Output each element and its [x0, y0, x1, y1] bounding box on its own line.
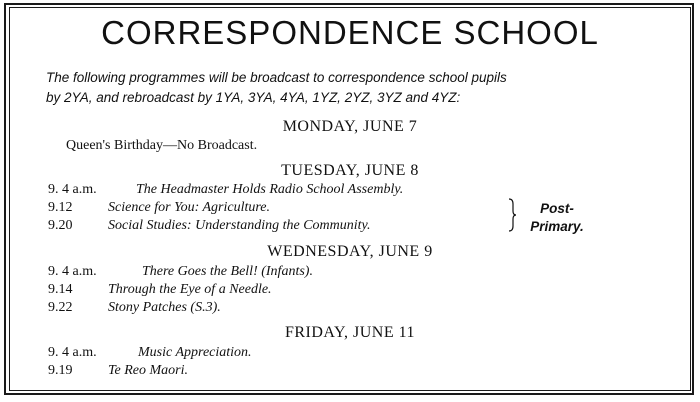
post-primary-line-1: Post- — [540, 201, 574, 216]
day-heading-tuesday: TUESDAY, JUNE 8 — [281, 162, 419, 179]
day-heading-wednesday: WEDNESDAY, JUNE 9 — [267, 243, 433, 260]
programme-time: 9.14 — [48, 282, 73, 297]
programme-time: 9. 4 a.m. — [48, 264, 97, 279]
programme-title: Through the Eye of a Needle. — [108, 282, 272, 297]
day-heading-monday: MONDAY, JUNE 7 — [282, 118, 418, 135]
programme-time: 9.22 — [48, 300, 73, 315]
list-item — [0, 264, 700, 282]
programme-title: Social Studies: Understanding the Community. — [108, 218, 371, 233]
intro-text — [46, 68, 676, 108]
list-item — [0, 363, 700, 381]
post-primary-label — [522, 200, 592, 236]
list-item — [0, 218, 700, 236]
page-title: CORRESPONDENCE SCHOOL — [101, 14, 599, 51]
list-item — [0, 182, 700, 200]
programme-time: 9.19 — [48, 363, 73, 378]
day-heading-friday: FRIDAY, JUNE 11 — [284, 324, 416, 341]
programme-title: There Goes the Bell! (Infants). — [142, 264, 313, 279]
programme-title: Science for You: Agriculture. — [108, 200, 271, 215]
monday-note: Queen's Birthday—No Broadcast. — [66, 138, 258, 153]
programme-time: 9. 4 a.m. — [48, 345, 97, 360]
curly-brace-icon — [508, 198, 516, 232]
programme-title: The Headmaster Holds Radio School Assembly. — [136, 182, 404, 197]
programme-time: 9.20 — [48, 218, 73, 233]
list-item — [0, 345, 700, 363]
list-item — [0, 300, 700, 318]
intro-line-2: by 2YA, and rebroadcast by 1YA, 3YA, 4YA, 1YZ, 2YZ, 3YZ and 4YZ: — [46, 90, 461, 105]
list-item — [0, 200, 700, 218]
programme-title: Te Reo Maori. — [108, 363, 188, 378]
programme-title: Stony Patches (S.3). — [108, 300, 221, 315]
programme-time: 9. 4 a.m. — [48, 182, 97, 197]
post-primary-line-2: Primary. — [530, 219, 584, 234]
programme-title: Music Appreciation. — [138, 345, 252, 360]
programme-time: 9.12 — [48, 200, 73, 215]
list-item — [0, 282, 700, 300]
intro-line-1: The following programmes will be broadcast to correspondence school pupils — [46, 70, 507, 85]
